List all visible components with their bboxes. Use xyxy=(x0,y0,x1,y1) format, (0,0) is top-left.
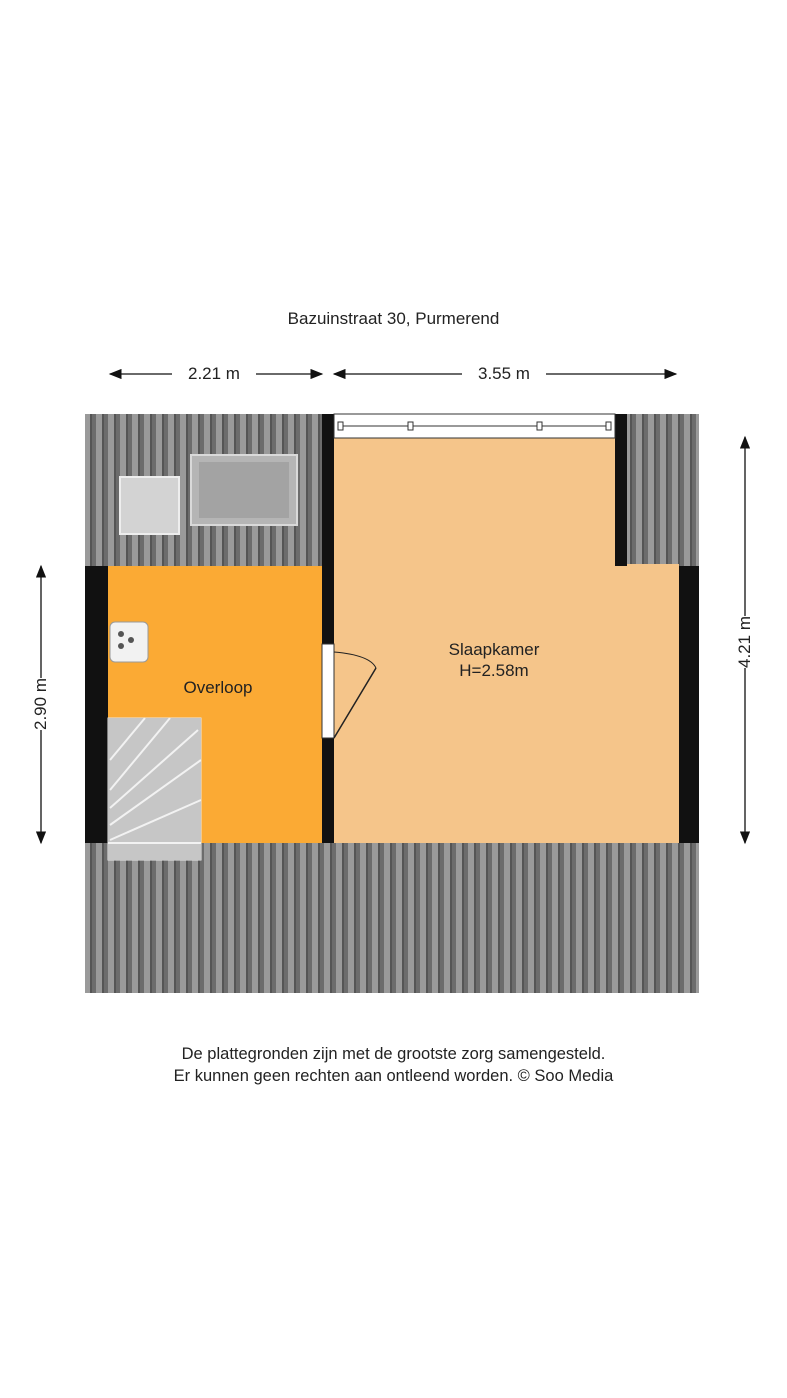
room-name-overloop: Overloop xyxy=(183,678,253,697)
room-height-slaapkamer: H=2.58m xyxy=(459,661,529,680)
sink xyxy=(110,622,148,662)
disclaimer-line-1: De plattegronden zijn met de grootste zorg samengesteld. xyxy=(181,1045,606,1063)
room-label-overloop xyxy=(150,677,286,698)
dimension-top-left: 2.21 m xyxy=(172,364,256,384)
window xyxy=(334,414,615,438)
dimension-right: 4.21 m xyxy=(733,616,757,668)
disclaimer xyxy=(0,1043,787,1087)
dimension-left: 2.90 m xyxy=(29,678,53,730)
staircase xyxy=(108,718,201,860)
dimension-top-right: 3.55 m xyxy=(462,364,546,384)
plan-title: Bazuinstraat 30, Purmerend xyxy=(287,309,500,328)
disclaimer-line-2: Er kunnen geen rechten aan ontleend worden. © Soo Media xyxy=(173,1067,614,1085)
chimney xyxy=(120,477,179,534)
room-name-slaapkamer: Slaapkamer xyxy=(448,640,540,659)
room-slaapkamer-lower xyxy=(334,564,679,843)
room-label-slaapkamer xyxy=(414,639,574,681)
room-slaapkamer xyxy=(334,438,615,566)
skylight xyxy=(191,455,297,525)
